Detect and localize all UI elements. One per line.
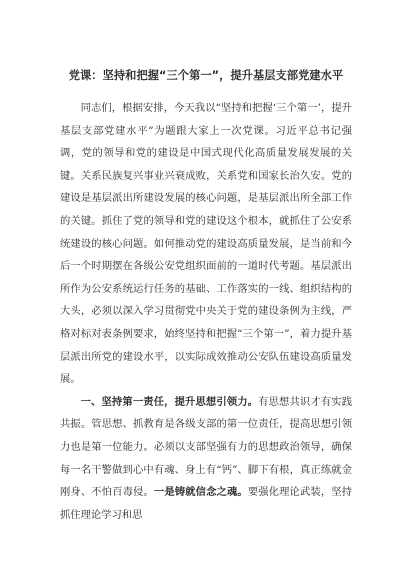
document-title: 党课：坚持和把握“三个第一”，提升基层支部党建水平 — [68, 69, 344, 82]
section-heading: 一、坚持第一责任，提升思想引领力。 — [80, 395, 259, 408]
subpoint-heading: 一是铸就信念之魂。 — [153, 486, 248, 499]
section-body: 有思想共识才有实践共振。管思想、抓教育是各级支部的第一位责任，提高思想引领力也是第一位能力。必须以支部坚强有力的思想政治领导，确保每一名干警做到心中有魂、身上有“钙”、脚下有根，真正练就金刚身、不怕百毒侵。 — [60, 395, 353, 499]
paragraph-intro: 同志们，根据安排，今天我以“坚持和把握‘三个第一’，提升基层支部党建水平”为题跟大家上一次党课。习近平总书记强调，党的领导和党的建设是中国式现代化高质量发展发展的关键。关系民族复兴事业兴衰成败，关系党和国家长治久安。党的建设是基层派出所建设发展的核心问题，是基层派出所全部工作的关键。抓住了党的领导和党的建设这个根本，就抓住了公安系统建设的核心问题。如何推动党的建设高质量发展，是当前和今后一个时期摆在各级公安党组织面前的一道时代考题。基层派出所作为公安系统运行任务的基础、工作落实的一线、组织结构的大头，必须以深入学习贯彻党中央关于党的建设条例为主线，严格对标对表条例要求，始终坚持和把握“三个第一”，着力提升基层派出所党的建设水平，以实际成效推动公安队伍建设高质量发展。 — [60, 102, 352, 386]
paragraph-section-one — [60, 391, 352, 527]
subpoint-body: 要强化理论武装，坚持抓住理论学习和思 — [60, 486, 353, 521]
